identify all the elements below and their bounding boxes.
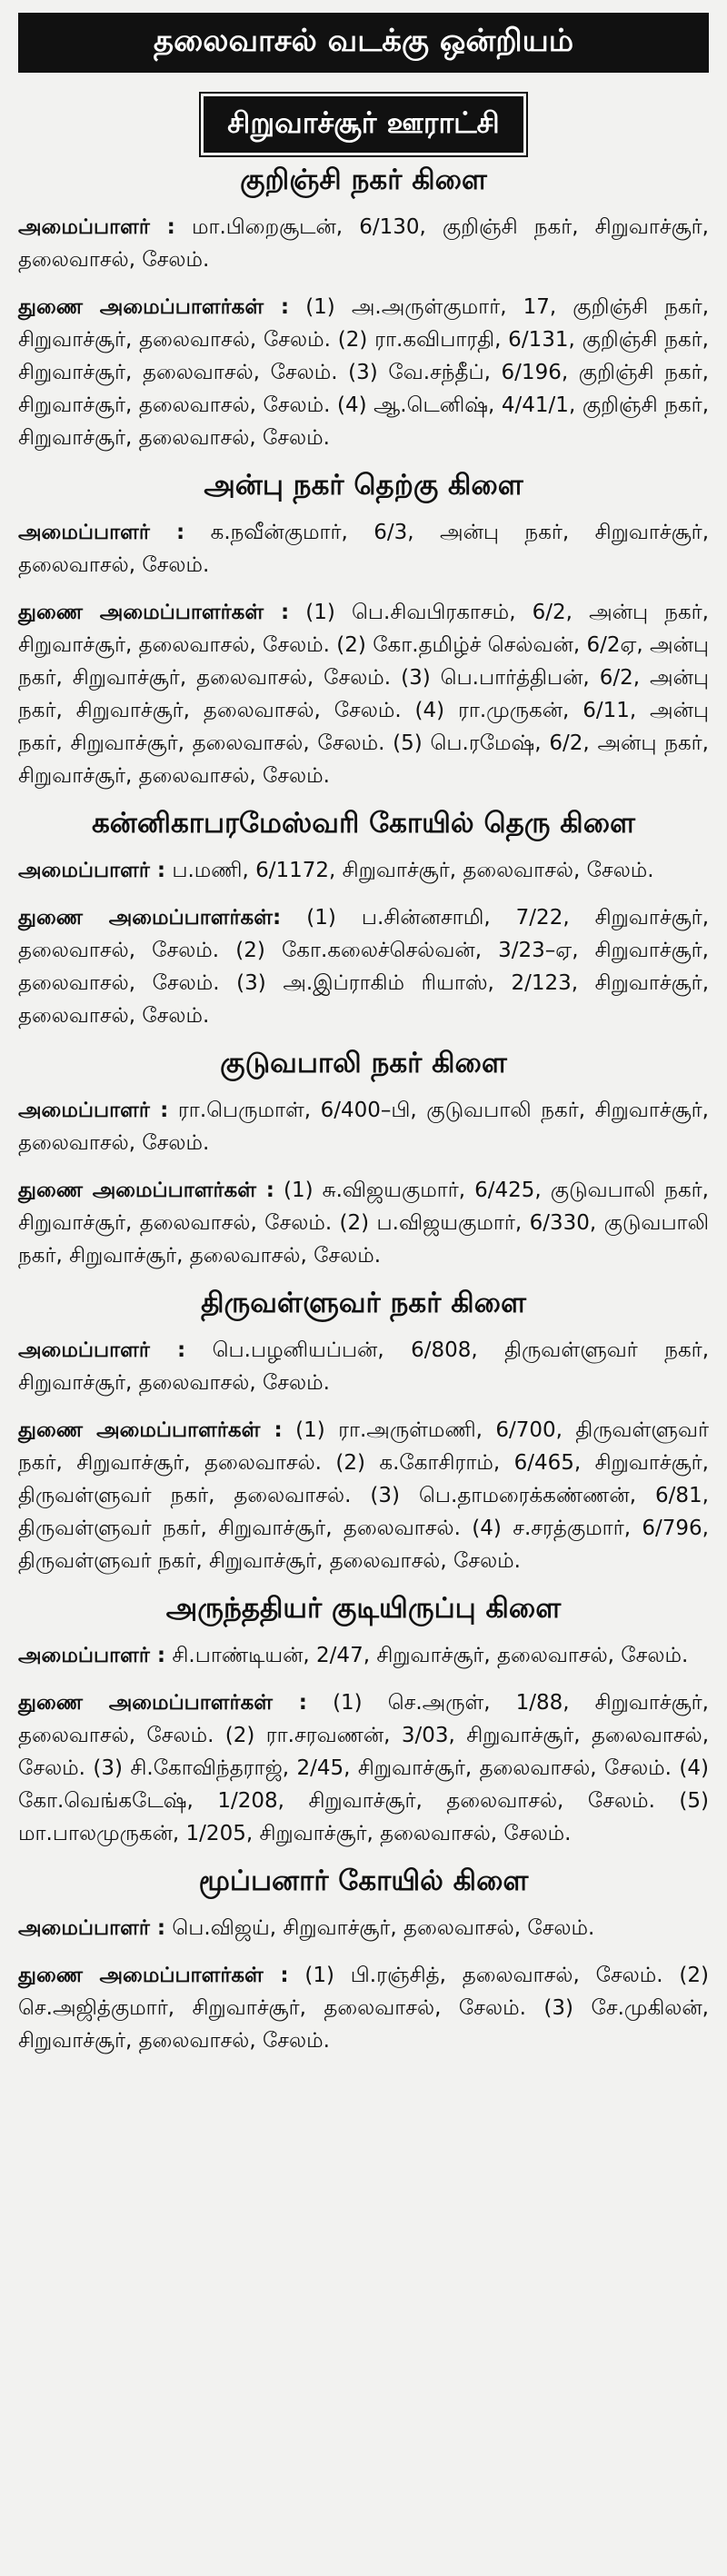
branch-deputies xyxy=(18,291,709,454)
leader-label: அமைப்பாளர் : xyxy=(18,1338,186,1362)
deputies-text: (1) பெ.சிவபிரகாசம், 6/2, அன்பு நகர், சிறுவாச்சூர், தலைவாசல், சேலம். (2) கோ.தமிழ்ச் செல்வன், 6/2ஏ, அன்பு நகர், சிறுவாச்சூர், தலைவாசல், சேலம். (3) பெ.பார்த்திபன், 6/2, அன்பு நகர், சிறுவாச்சூர், தலைவாசல், சேலம். (4) ரா.முருகன், 6/11, அன்பு நகர், சிறுவாச்சூர், தலைவாசல், சேலம். (5) பெ.ரமேஷ், 6/2, அன்பு நகர், சிறுவாச்சூர், தலைவாசல், சேலம். xyxy=(18,601,709,788)
branch-leader xyxy=(18,854,709,887)
branch-deputies xyxy=(18,1174,709,1272)
branch-title: கன்னிகாபரமேஸ்வரி கோயில் தெரு கிளை xyxy=(91,807,636,840)
branch-leader xyxy=(18,516,709,582)
branch-section xyxy=(18,469,709,792)
deputies-text: (1) அ.அருள்குமார், 17, குறிஞ்சி நகர், சிறுவாச்சூர், தலைவாசல், சேலம். (2) ரா.கவிபாரதி, 6/131, குறிஞ்சி நகர், சிறுவாச்சூர், தலைவாசல், சேலம். (3) வே.சந்தீப், 6/196, குறிஞ்சி நகர், சிறுவாச்சூர், தலைவாசல், சேலம். (4) ஆ.டெனிஷ், 4/41/1, குறிஞ்சி நகர், சிறுவாச்சூர், தலைவாசல், சேலம். xyxy=(18,295,709,450)
branch-deputies xyxy=(18,596,709,792)
deputy-label: துணை அமைப்பாளர்கள் : xyxy=(18,601,290,624)
leader-text: சி.பாண்டியன், 2/47, சிறுவாச்சூர், தலைவாசல், சேலம். xyxy=(172,1644,689,1667)
branch-section xyxy=(18,807,709,1032)
branch-title: குடுவபாலி நகர் கிளை xyxy=(220,1047,507,1079)
branch-deputies xyxy=(18,1959,709,2057)
deputy-label: துணை அமைப்பாளர்கள் : xyxy=(18,1964,289,1987)
branch-title: குறிஞ்சி நகர் கிளை xyxy=(240,164,487,196)
leader-text: பெ.விஜய், சிறுவாச்சூர், தலைவாசல், சேலம். xyxy=(172,1916,595,1940)
leader-label: அமைப்பாளர் : xyxy=(18,859,166,882)
branch-title: அன்பு நகர் தெற்கு கிளை xyxy=(204,469,523,502)
leader-text: ப.மணி, 6/1172, சிறுவாச்சூர், தலைவாசல், சேலம். xyxy=(172,859,654,882)
leader-text: க.நவீன்குமார், 6/3, அன்பு நகர், சிறுவாச்சூர், தலைவாசல், சேலம். xyxy=(18,521,709,577)
branch-deputies xyxy=(18,1686,709,1850)
deputy-label: துணை அமைப்பாளர்கள் : xyxy=(18,1418,283,1442)
deputy-label: துணை அமைப்பாளர்கள் : xyxy=(18,1691,307,1715)
panchayat-title: சிறுவாச்சூர் ஊராட்சி xyxy=(204,96,523,153)
branch-sections xyxy=(18,164,709,2057)
branch-title: திருவள்ளுவர் நகர் கிளை xyxy=(201,1287,526,1319)
branch-title: மூப்பனார் கோயில் கிளை xyxy=(198,1865,529,1897)
leader-label: அமைப்பாளர் : xyxy=(18,1916,166,1940)
branch-leader xyxy=(18,1912,709,1944)
leader-label: அமைப்பாளர் : xyxy=(18,215,175,239)
branch-leader xyxy=(18,1639,709,1672)
deputy-label: துணை அமைப்பாளர்கள் : xyxy=(18,295,290,319)
branch-deputies xyxy=(18,901,709,1032)
deputies-text: (1) செ.அருள், 1/88, சிறுவாச்சூர், தலைவாசல், சேலம். (2) ரா.சரவணன், 3/03, சிறுவாச்சூர், தலைவாசல், சேலம். (3) சி.கோவிந்தராஜ், 2/45, சிறுவாச்சூர், தலைவாசல், சேலம். (4) கோ.வெங்கடேஷ், 1/208, சிறுவாச்சூர், தலைவாசல், சேலம். (5) மா.பாலமுருகன், 1/205, சிறுவாச்சூர், தலைவாசல், சேலம். xyxy=(18,1691,709,1845)
leader-label: அமைப்பாளர் : xyxy=(18,1099,169,1122)
deputies-text: (1) பி.ரஞ்சித், தலைவாசல், சேலம். (2) செ.அஜித்குமார், சிறுவாச்சூர், தலைவாசல், சேலம். (3) சே.முகிலன், சிறுவாச்சூர், தலைவாசல், சேலம். xyxy=(18,1964,709,2053)
branch-section xyxy=(18,1592,709,1850)
branch-section xyxy=(18,1047,709,1272)
union-title-banner: தலைவாசல் வடக்கு ஒன்றியம் xyxy=(18,13,709,73)
leader-label: அமைப்பாளர் : xyxy=(18,521,185,544)
branch-section xyxy=(18,164,709,454)
deputies-text: (1) ரா.அருள்மணி, 6/700, திருவள்ளுவர் நகர், சிறுவாச்சூர், தலைவாசல். (2) க.கோசிராம், 6/465, சிறுவாச்சூர், திருவள்ளுவர் நகர், தலைவாசல். (3) பெ.தாமரைக்கண்ணன், 6/81, திருவள்ளுவர் நகர், சிறுவாச்சூர், தலைவாசல். (4) ச.சரத்குமார், 6/796, திருவள்ளுவர் நகர், சிறுவாச்சூர், தலைவாசல், சேலம். xyxy=(18,1418,709,1573)
deputy-label: துணை அமைப்பாளர்கள்: xyxy=(18,906,282,930)
branch-title: அருந்ததியர் குடியிருப்பு கிளை xyxy=(165,1592,562,1625)
branch-section xyxy=(18,1287,709,1577)
branch-leader xyxy=(18,1334,709,1399)
branch-deputies xyxy=(18,1414,709,1577)
branch-section xyxy=(18,1865,709,2057)
panchayat-banner-wrap xyxy=(18,96,709,153)
branch-leader xyxy=(18,211,709,276)
leader-text: மா.பிறைசூடன், 6/130, குறிஞ்சி நகர், சிறுவாச்சூர், தலைவாசல், சேலம். xyxy=(18,215,709,272)
leader-text: பெ.பழனியப்பன், 6/808, திருவள்ளுவர் நகர், சிறுவாச்சூர், தலைவாசல், சேலம். xyxy=(18,1338,710,1395)
branch-leader xyxy=(18,1094,709,1159)
deputy-label: துணை அமைப்பாளர்கள் : xyxy=(18,1179,274,1202)
deputies-text: (1) ப.சின்னசாமி, 7/22, சிறுவாச்சூர், தலைவாசல், சேலம். (2) கோ.கலைச்செல்வன், 3/23–ஏ, சிறுவாச்சூர், தலைவாசல், சேலம். (3) அ.இப்ராகிம் ரியாஸ், 2/123, சிறுவாச்சூர், தலைவாசல், சேலம். xyxy=(18,906,710,1028)
deputies-text: (1) சு.விஜயகுமார், 6/425, குடுவபாலி நகர், சிறுவாச்சூர், தலைவாசல், சேலம். (2) ப.விஜயகுமார், 6/330, குடுவபாலி நகர், சிறுவாச்சூர், தலைவாசல், சேலம். xyxy=(18,1179,709,1268)
leader-text: ரா.பெருமாள், 6/400–பி, குடுவபாலி நகர், சிறுவாச்சூர், தலைவாசல், சேலம். xyxy=(18,1099,709,1155)
document-page xyxy=(0,13,727,2576)
leader-label: அமைப்பாளர் : xyxy=(18,1644,166,1667)
